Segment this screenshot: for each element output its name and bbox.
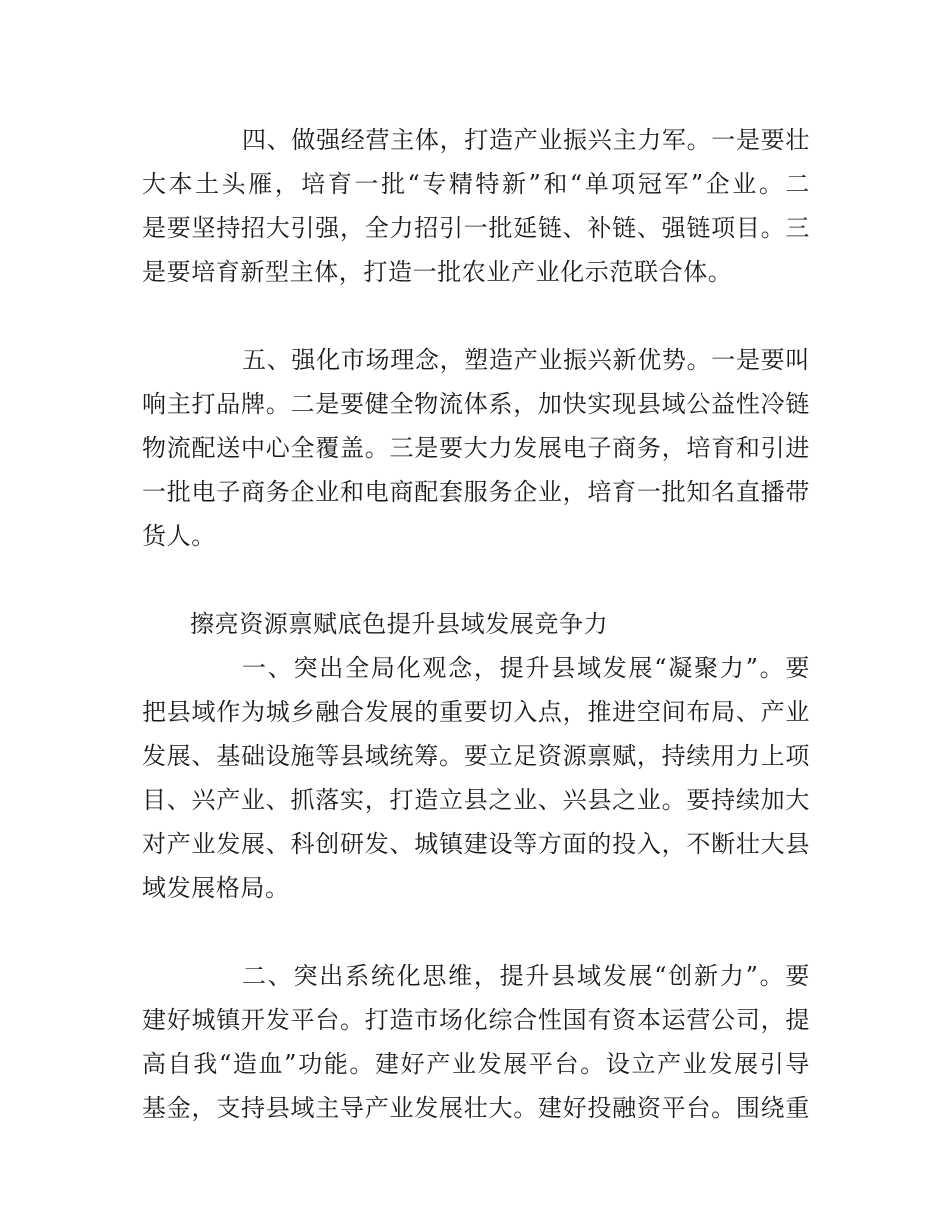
paragraph-line: 四、做强经营主体，打造产业振兴主力军。一是要壮	[242, 126, 810, 154]
paragraph-five	[142, 338, 810, 558]
paragraph-line: 一批电子商务企业和电商配套服务企业，培育一批知名直播带	[142, 478, 810, 506]
document-page	[142, 118, 810, 1130]
paragraph-line: 域发展格局。	[142, 874, 290, 902]
paragraph-two	[142, 954, 810, 1130]
paragraph-line: 把县域作为城乡融合发展的重要切入点，推进空间布局、产业	[142, 698, 810, 726]
paragraph-line: 一、突出全局化观念，提升县域发展“凝聚力”。要	[242, 654, 810, 682]
paragraph-line: 大本土头雁，培育一批“专精特新”和“单项冠军”企业。二	[142, 170, 810, 198]
section-heading: 擦亮资源禀赋底色提升县域发展竞争力	[190, 610, 609, 638]
paragraph-one	[142, 646, 810, 910]
paragraph-line: 建好城镇开发平台。打造市场化综合性国有资本运营公司，提	[142, 1006, 810, 1034]
paragraph-line: 高自我“造血”功能。建好产业发展平台。设立产业发展引导	[142, 1050, 810, 1078]
paragraph-line: 目、兴产业、抓落实，打造立县之业、兴县之业。要持续加大	[142, 786, 810, 814]
paragraph-line: 货人。	[142, 522, 216, 550]
paragraph-line: 是要坚持招大引强，全力招引一批延链、补链、强链项目。三	[142, 214, 810, 242]
paragraph-line: 二、突出系统化思维，提升县域发展“创新力”。要	[242, 962, 810, 990]
paragraph-line: 发展、基础设施等县域统筹。要立足资源禀赋，持续用力上项	[142, 742, 810, 770]
paragraph-line: 是要培育新型主体，打造一批农业产业化示范联合体。	[142, 258, 733, 286]
paragraph-line: 响主打品牌。二是要健全物流体系，加快实现县域公益性冷链	[142, 390, 810, 418]
paragraph-four	[142, 118, 810, 294]
paragraph-line: 物流配送中心全覆盖。三是要大力发展电子商务，培育和引进	[142, 434, 810, 462]
paragraph-line: 对产业发展、科创研发、城镇建设等方面的投入，不断壮大县	[142, 830, 810, 858]
paragraph-line: 基金，支持县域主导产业发展壮大。建好投融资平台。围绕重	[142, 1094, 810, 1122]
paragraph-line: 五、强化市场理念，塑造产业振兴新优势。一是要叫	[242, 346, 810, 374]
